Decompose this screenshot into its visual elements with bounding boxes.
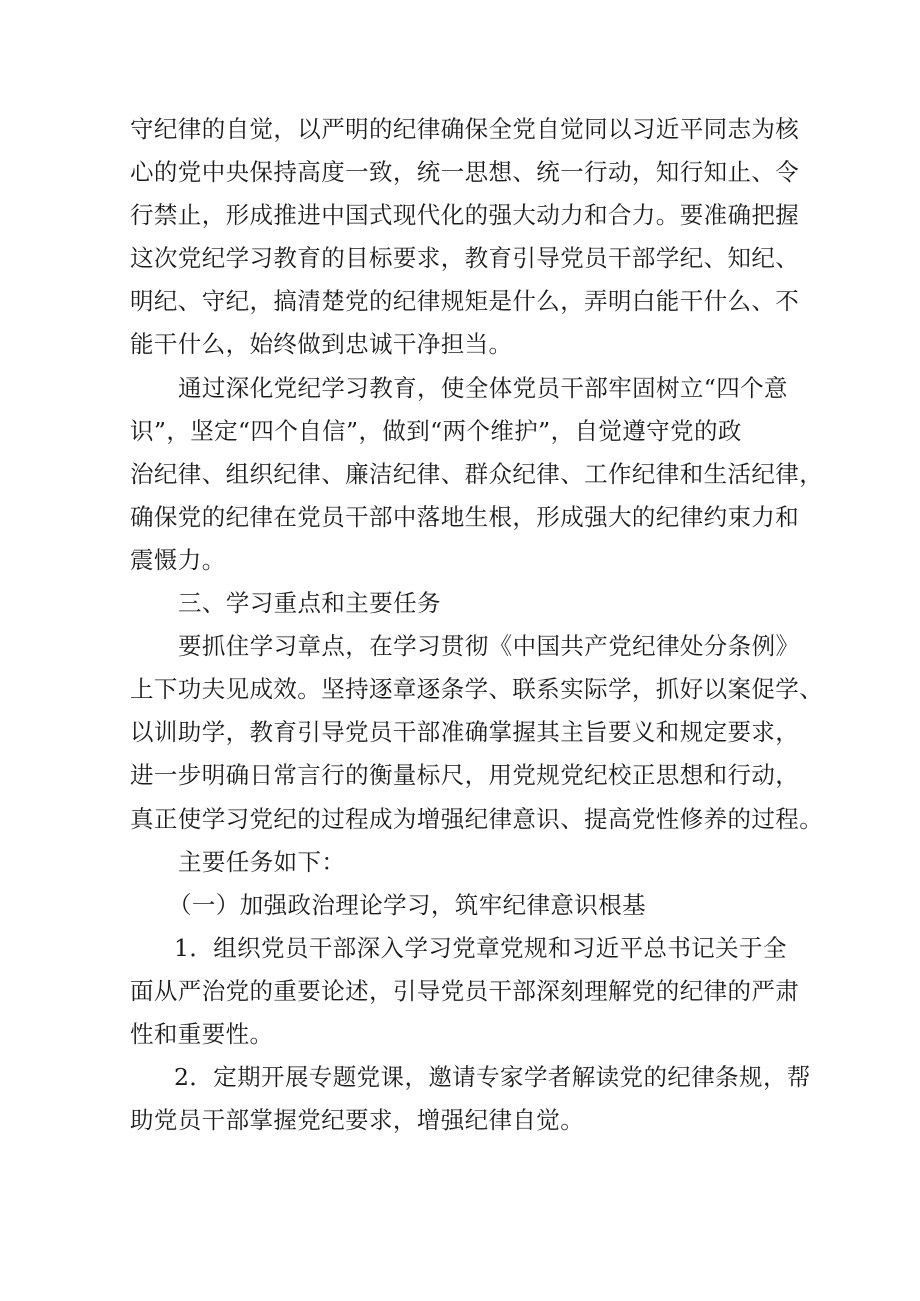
list-item — [130, 1056, 811, 1142]
paragraph-discipline-goal — [130, 108, 802, 367]
text-line: 能干什么，始终做到忠诚干净担当。 — [130, 330, 513, 359]
document-body — [130, 108, 824, 1142]
text-line: 以训助学，教育引导党员干部准确掌握其主旨要义和规定要求， — [130, 718, 800, 747]
text-line: 治纪律、组织纪律、廉洁纪律、群众纪律、工作纪律和生活纪律， — [130, 459, 824, 488]
text-line: 明纪、守纪，搞清楚党的纪律规矩是什么，弄明白能干什么、不 — [130, 287, 800, 316]
text-line: 要抓住学习章点，在学习贯彻《中国共产党纪律处分条例》 — [178, 632, 800, 661]
list-item — [130, 927, 802, 1056]
text-line: 这次党纪学习教育的目标要求，教育引导党员干部学纪、知纪、 — [130, 244, 800, 273]
text-line: 行禁止，形成推进中国式现代化的强大动力和合力。要准确把握 — [130, 201, 800, 230]
text-line: 守纪律的自觉，以严明的纪律确保全党自觉同以习近平同志为核 — [130, 115, 800, 143]
tasks-intro: 主要任务如下： — [178, 847, 346, 876]
text-line: 震慑力。 — [130, 545, 226, 574]
sub-heading: （一）加强政治理论学习，筑牢纪律意识根基 — [168, 890, 646, 919]
text-line: 识”，坚定“四个自信”，做到“两个维护”，自觉遵守党的政 — [130, 416, 742, 445]
text-line: 通过深化党纪学习教育，使全体党员干部牢固树立“四个意 — [178, 373, 788, 402]
text-line: 面从严治党的重要论述，引导党员干部深刻理解党的纪律的严肃 — [130, 976, 800, 1005]
text-line: 心的党中央保持高度一致，统一思想、统一行动，知行知止、令 — [130, 158, 800, 187]
text-line: 1．组织党员干部深入学习党章党规和习近平总书记关于全 — [174, 933, 787, 962]
text-line: 性和重要性。 — [130, 1019, 274, 1048]
text-line: 进一步明确日常言行的衡量标尺，用党规党纪校正思想和行动， — [130, 761, 800, 790]
section-heading: 三、学习重点和主要任务 — [178, 589, 441, 618]
paragraph-study-focus — [130, 625, 824, 840]
text-line: 助党员干部掌握党纪要求，增强纪律自觉。 — [130, 1106, 585, 1135]
paragraph-four-consciousness — [130, 367, 824, 582]
text-line: 2．定期开展专题党课，邀请专家学者解读党的纪律条规，帮 — [174, 1063, 811, 1092]
text-line: 真正使学习党纪的过程成为增强纪律意识、提高党性修养的过程。 — [130, 804, 824, 833]
text-line: 上下功夫见成效。坚持逐章逐条学、联系实际学，抓好以案促学、 — [130, 675, 824, 704]
text-line: 确保党的纪律在党员干部中落地生根，形成强大的纪律约束力和 — [130, 502, 800, 531]
